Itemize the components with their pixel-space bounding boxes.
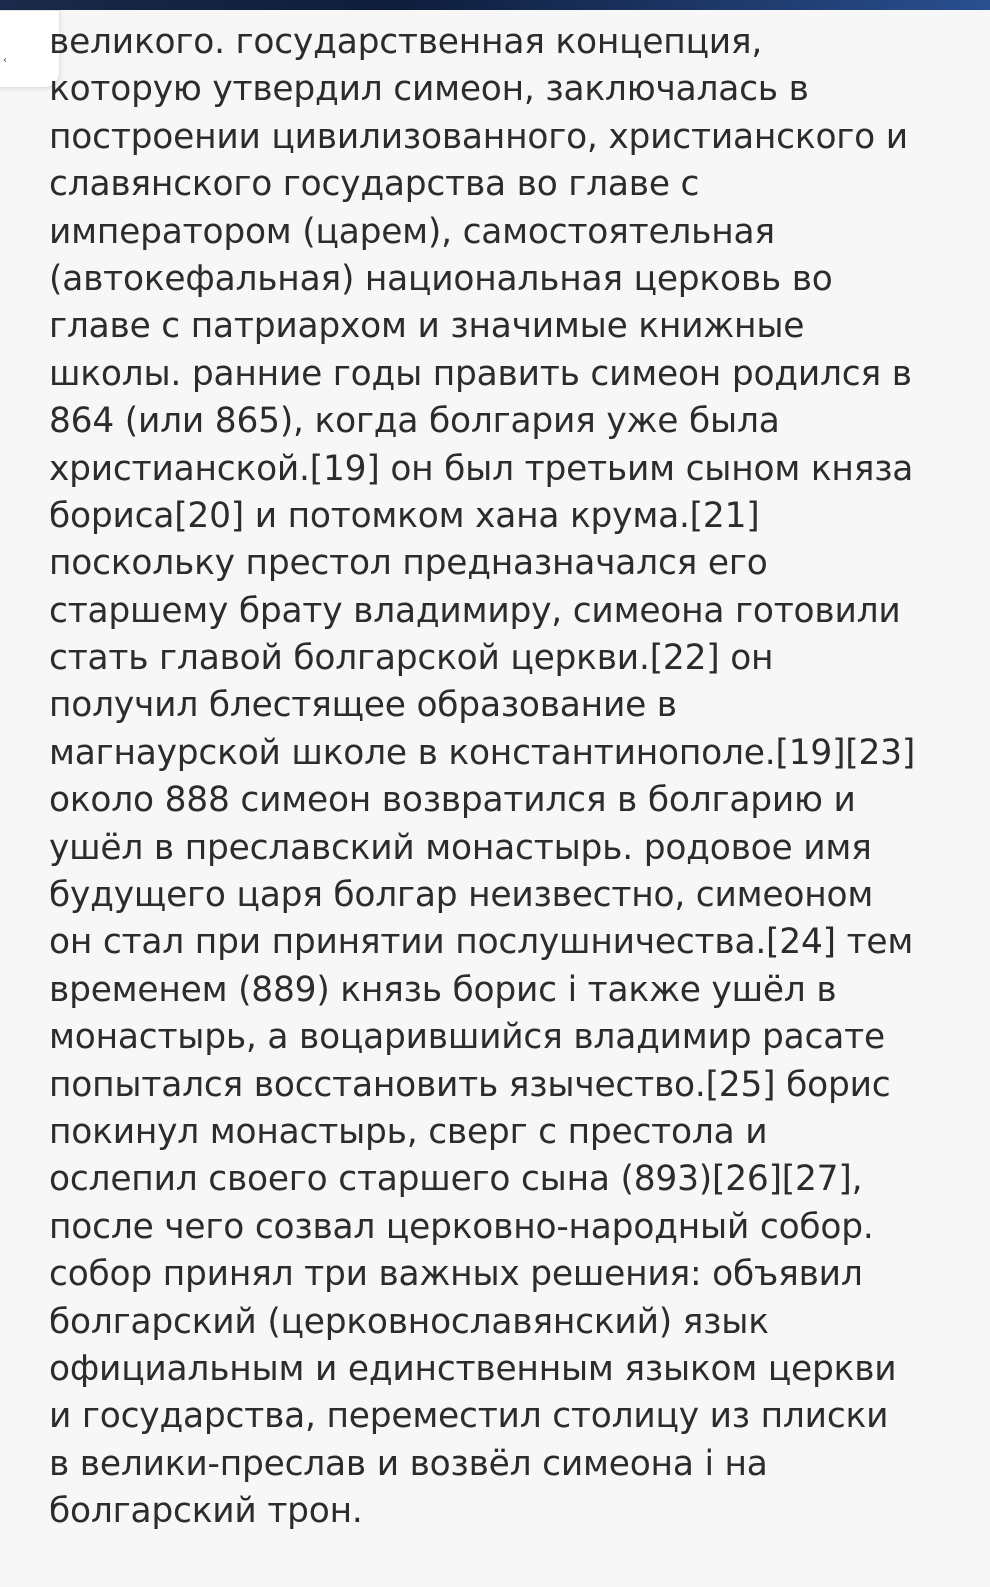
text-line: ослепил своего старшего сына (893)[26][27], (49, 1159, 863, 1200)
text-line: он стал при принятии послушничества.[24] тем (49, 922, 914, 963)
text-line: временем (889) князь борис i также ушёл в (49, 969, 837, 1010)
text-line: христианской.[19] он был третьим сыном княза (49, 448, 914, 489)
text-line: великого. государственная концепция, (49, 22, 763, 62)
text-line: болгарский (церковнославянский) язык (49, 1301, 769, 1342)
text-line: славянского государства во главе с (49, 164, 700, 205)
text-line: монастырь, а воцарившийся владимир расате (49, 1017, 885, 1058)
text-line: магнаурской школе в константинополе.[19][23] (49, 732, 916, 773)
top-status-bar (0, 0, 990, 10)
text-line: 864 (или 865), когда болгария уже была (49, 401, 780, 442)
text-line: официальным и единственным языком церкви (49, 1348, 897, 1389)
text-line: в велики-преслав и возвёл симеона i на (49, 1443, 768, 1484)
text-line: болгарский трон. (49, 1491, 363, 1532)
text-line: после чего созвал церковно-народный собор. (49, 1206, 874, 1247)
article-text (49, 19, 974, 1536)
text-line: ушёл в преславский монастырь. родовое имя (49, 827, 872, 868)
text-line: около 888 симеон возвратился в болгарию и (49, 780, 856, 821)
text-line: школы. ранние годы править симеон родился в (49, 353, 912, 394)
chevron-icon: ‹ (3, 55, 7, 66)
text-line: попытался восстановить язычество.[25] борис (49, 1064, 891, 1105)
text-line: старшему брату владимиру, симеона готовили (49, 590, 901, 631)
text-line: построении цивилизованного, христианского и (49, 116, 908, 157)
text-line: покинул монастырь, сверг с престола и (49, 1111, 768, 1152)
text-line: императором (царем), самостоятельная (49, 211, 775, 252)
text-line: поскольку престол предназначался его (49, 543, 768, 584)
text-line: будущего царя болгар неизвестно, симеоном (49, 875, 874, 916)
text-line: получил блестящее образование в (49, 685, 677, 726)
text-line: бориса[20] и потомком хана крума.[21] (49, 495, 760, 536)
text-line: и государства, переместил столицу из плиски (49, 1396, 889, 1437)
text-line: главе с патриархом и значимые книжные (49, 306, 805, 347)
text-line: собор принял три важных решения: объявил (49, 1254, 863, 1295)
text-line: стать главой болгарской церкви.[22] он (49, 638, 774, 679)
text-line: (автокефальная) национальная церковь во (49, 258, 833, 299)
text-line: которую утвердил симеон, заключалась в (49, 69, 809, 110)
